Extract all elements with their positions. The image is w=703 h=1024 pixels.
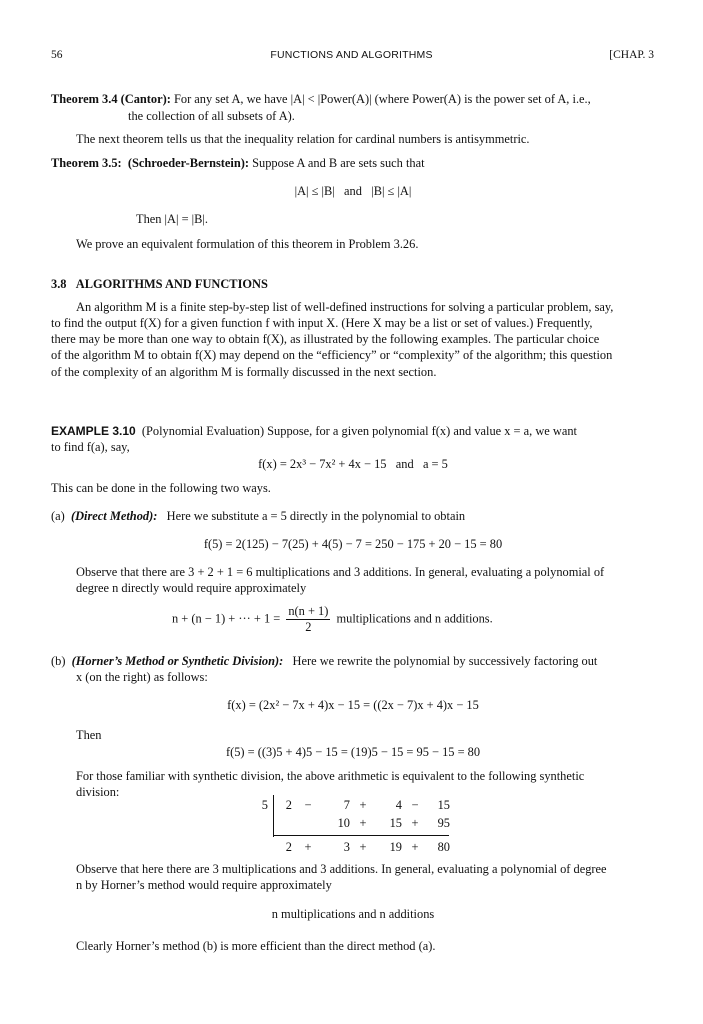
synthetic-intro-2: division: [76, 785, 120, 799]
example-text-2: to find f(a), say, [51, 440, 130, 454]
section-line-3: there may be more than one way to obtain f(X), as illustrated by the following examples. The particular choice [51, 332, 600, 346]
synthetic-cell: 15 [389, 816, 402, 830]
section-line-2: to find the output f(X) for a given function f with input X. (Here X may be a list or set of values.) Frequently, [51, 316, 593, 330]
proof-reference: We prove an equivalent formulation of this theorem in Problem 3.26. [76, 237, 419, 251]
fraction-denominator: 2 [305, 620, 312, 634]
section-number: 3.8 [51, 277, 67, 291]
part-b-text-2: x (on the right) as follows: [76, 670, 208, 684]
synthetic-vertical-rule [273, 795, 274, 837]
part-b-text: Here we rewrite the polynomial by successively factoring out [292, 654, 598, 668]
theorem-3-4-label: Theorem 3.4 (Cantor): [51, 92, 171, 106]
part-b-then: Then [76, 728, 102, 742]
theorem-3-5-name: (Schroeder-Bernstein): [127, 156, 249, 170]
fraction [286, 604, 330, 635]
part-a-marker: (a) [51, 509, 65, 523]
synthetic-cell: 15 [437, 798, 450, 812]
horner-display-2: f(5) = ((3)5 + 4)5 − 15 = (19)5 − 15 = 95 − 15 = 80 [225, 745, 481, 759]
synthetic-cell: + [411, 840, 419, 854]
section-line-1: An algorithm M is a finite step-by-step list of well-defined instructions for solving a particular problem, say, [76, 300, 614, 314]
synthetic-cell: + [359, 816, 367, 830]
section-line-4: of the algorithm M to obtain f(X) may depend on the “efficiency” or “complexity” of the algorithm; this question [51, 348, 613, 362]
synthetic-cell: 4 [395, 798, 402, 812]
sum-lhs: n + (n − 1) + ··· + 1 = [172, 611, 281, 626]
synthetic-cell: 3 [343, 840, 350, 854]
example-heading [51, 423, 655, 440]
synthetic-horizontal-rule [273, 835, 449, 836]
two-ways-text: This can be done in the following two ways. [51, 481, 271, 495]
sum-formula [172, 604, 493, 635]
synthetic-cell: 10 [337, 816, 350, 830]
fraction-numerator: n(n + 1) [288, 604, 329, 618]
part-b-heading [51, 653, 655, 670]
theorem-3-5-display: |A| ≤ |B| and |B| ≤ |A| [294, 184, 412, 198]
synthetic-cell: 2 [285, 840, 292, 854]
section-line-5: of the complexity of an algorithm M is formally discussed in the next section. [51, 365, 437, 379]
synthetic-intro-1: For those familiar with synthetic division, the above arithmetic is equivalent to the following synthetic [76, 769, 585, 783]
synthetic-cell: 95 [437, 816, 450, 830]
section-heading [51, 276, 655, 293]
synthetic-cell: + [359, 798, 367, 812]
page-number: 56 [51, 49, 63, 61]
synthetic-cell: 2 [285, 798, 292, 812]
part-b-marker: (b) [51, 654, 66, 668]
part-a-observe-1: Observe that there are 3 + 2 + 1 = 6 multiplications and 3 additions. In general, evaluating a polynomial of [76, 565, 605, 579]
part-a-title: (Direct Method): [70, 509, 158, 523]
part-b-title: (Horner’s Method or Synthetic Division): [71, 654, 284, 668]
synthetic-cell: 7 [343, 798, 350, 812]
theorem-3-5-label: Theorem 3.5: [51, 156, 122, 170]
part-a-observe-2: degree n directly would require approximately [76, 581, 307, 595]
conclusion-text: Clearly Horner’s method (b) is more efficient than the direct method (a). [76, 939, 436, 953]
horner-display-1: f(x) = (2x² − 7x + 4)x − 15 = ((2x − 7)x + 4)x − 15 [227, 698, 479, 712]
synthetic-cell: 19 [389, 840, 402, 854]
part-a-heading [51, 508, 655, 525]
part-b-observe-1: Observe that here there are 3 multiplications and 3 additions. In general, evaluating a polynomial of degree [76, 862, 607, 876]
section-title: ALGORITHMS AND FUNCTIONS [75, 277, 268, 291]
polynomial-display: f(x) = 2x³ − 7x² + 4x − 15 and a = 5 [258, 457, 448, 471]
synthetic-cell: − [411, 798, 419, 812]
synthetic-cell: + [304, 840, 312, 854]
horner-cost-display: n multiplications and n additions [271, 907, 435, 921]
chapter-label: [CHAP. 3 [609, 49, 654, 61]
example-text: (Polynomial Evaluation) Suppose, for a given polynomial f(x) and value x = a, we want [141, 424, 577, 438]
part-a-text: Here we substitute a = 5 directly in the polynomial to obtain [166, 509, 466, 523]
theorem-3-4-text: For any set A, we have |A| < |Power(A)| (where Power(A) is the power set of A, i.e., [173, 92, 591, 106]
part-b-observe-2: n by Horner’s method would require approximately [76, 878, 332, 892]
example-label: EXAMPLE 3.10 [51, 424, 136, 438]
synthetic-cell: + [359, 840, 367, 854]
antisymmetric-text: The next theorem tells us that the inequality relation for cardinal numbers is antisymmetric. [76, 132, 530, 146]
theorem-3-4 [51, 91, 655, 108]
synthetic-cell: − [304, 798, 312, 812]
theorem-3-5 [51, 155, 655, 172]
synthetic-divisor: 5 [261, 798, 268, 812]
synthetic-cell: 80 [437, 840, 450, 854]
synthetic-division [256, 795, 456, 859]
synthetic-cell: + [411, 816, 419, 830]
theorem-3-4-continuation: the collection of all subsets of A). [128, 109, 295, 123]
theorem-3-5-then: Then |A| = |B|. [136, 212, 208, 226]
running-title: FUNCTIONS AND ALGORITHMS [270, 49, 433, 61]
theorem-3-5-text: Suppose A and B are sets such that [252, 156, 425, 170]
sum-rhs: multiplications and n additions. [336, 611, 493, 626]
direct-method-display: f(5) = 2(125) − 7(25) + 4(5) − 7 = 250 − 175 + 20 − 15 = 80 [203, 537, 503, 551]
